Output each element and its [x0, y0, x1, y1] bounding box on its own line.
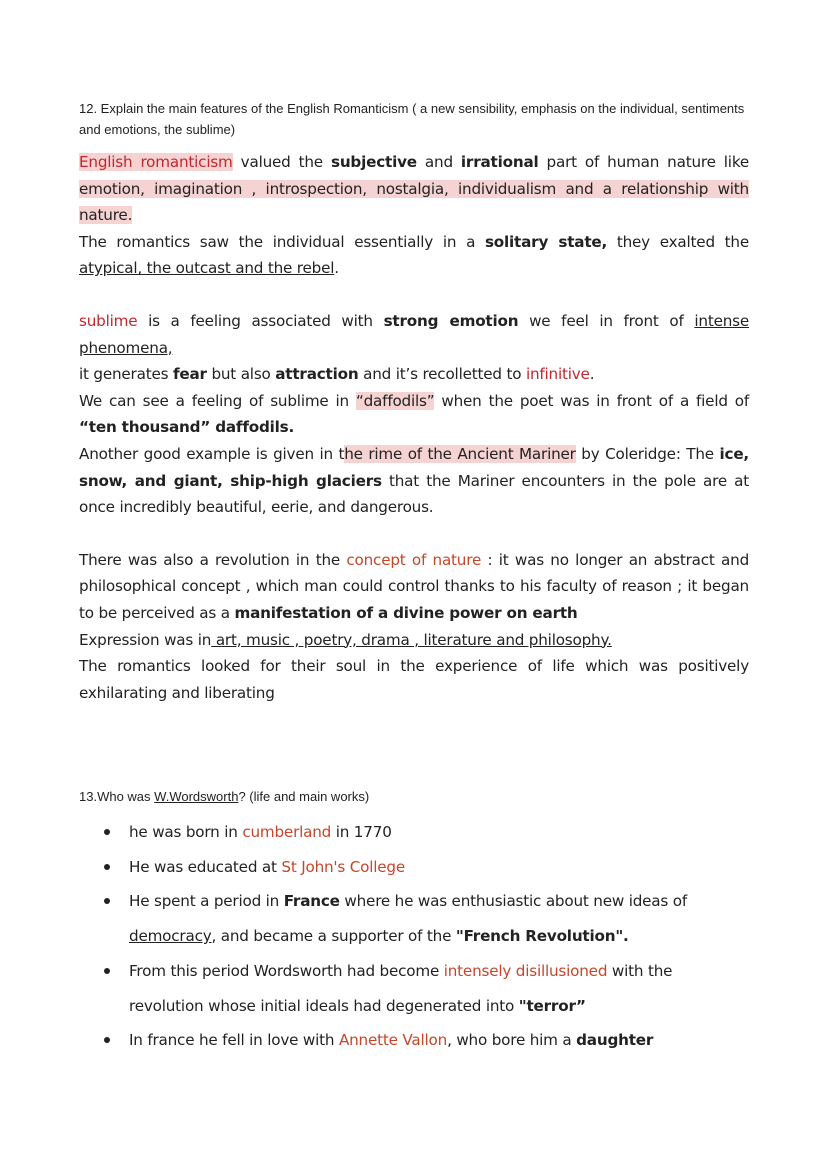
- list-item: [79, 1023, 749, 1058]
- term-ten-thousand: “ten thousand” daffodils.: [79, 418, 295, 437]
- text-span: .: [589, 365, 595, 384]
- highlight-emotion-list: emotion, imagination , introspection, nostalgia, individualism and a relationship with nature.: [79, 179, 749, 225]
- term-french-revolution: "French Revolution".: [455, 927, 629, 946]
- text-span: He spent a period in: [129, 892, 284, 911]
- term-divine-power: manifestation of a divine power on earth: [234, 603, 578, 622]
- paragraph-mariner: [79, 441, 749, 521]
- text-span: by Coleridge: The: [575, 444, 720, 463]
- question-12: 12. Explain the main features of the English Romanticism ( a new sensibility, emphasis on the individual, sentiments and emotions, the sublime): [79, 101, 745, 137]
- term-terror: "terror”: [518, 996, 586, 1015]
- term-subjective: subjective: [330, 153, 417, 171]
- paragraph-nature: [79, 547, 749, 627]
- text-span: but also: [206, 365, 276, 384]
- text-span: , who bore him a: [447, 1031, 577, 1050]
- list-item: [79, 815, 749, 850]
- text-span: when the poet was in front of a field of: [434, 391, 749, 410]
- list-item: [79, 850, 749, 885]
- list-item: [79, 954, 749, 1023]
- paragraph-romanticism: [79, 149, 749, 229]
- text-span: and: [416, 153, 461, 171]
- term-english-romanticism: English romanticism: [79, 153, 233, 171]
- text-span: .: [334, 259, 339, 278]
- text-span: , and became a supporter of the: [211, 927, 456, 946]
- term-daughter: daughter: [576, 1031, 654, 1050]
- term-annette-vallon: Annette Vallon: [338, 1031, 448, 1050]
- text-span: part of human nature like: [538, 153, 750, 171]
- bullet-dot-icon: [104, 864, 110, 870]
- text-span: where he was enthusiastic about new ideas of: [339, 892, 687, 911]
- underlined-arts: art, music , poetry, drama , literature and philosophy.: [211, 630, 612, 649]
- term-france: France: [283, 892, 340, 911]
- text-span: ? (life and main works): [238, 789, 370, 804]
- wordsworth-bullet-list: [79, 815, 749, 1058]
- text-span: they exalted the: [607, 232, 749, 251]
- text-span: We can see a feeling of sublime in: [79, 391, 356, 410]
- text-span: and it’s recolletted to: [358, 365, 526, 384]
- spacer: [79, 521, 749, 547]
- text-span: There was also a revolution in the: [79, 550, 347, 569]
- term-infinitive: infinitive: [525, 365, 590, 384]
- term-solitary-state: solitary state,: [484, 232, 608, 251]
- paragraph-sublime: [79, 308, 749, 361]
- text-span: Another good example is given in t: [79, 444, 345, 463]
- term-cumberland: cumberland: [242, 823, 332, 841]
- text-span: From this period Wordsworth had become: [129, 961, 444, 980]
- text-span: with the revolution whose initial ideals had degenerated into: [129, 961, 673, 1015]
- paragraph-individual: [79, 229, 749, 282]
- term-st-johns-college: St John's College: [281, 857, 406, 876]
- bullet-dot-icon: [104, 898, 110, 904]
- underlined-democracy: democracy: [129, 927, 212, 946]
- paragraph-fear: [79, 361, 749, 388]
- paragraph-soul: [79, 653, 749, 706]
- link-wordsworth: W.Wordsworth: [154, 789, 239, 804]
- text-span: it generates: [79, 365, 173, 384]
- question-13: [79, 786, 759, 807]
- bullet-dot-icon: [104, 968, 110, 974]
- term-glaciers: ice, snow, and giant, ship-high glaciers: [79, 444, 749, 490]
- underlined-atypical: atypical, the outcast and the rebel: [79, 259, 335, 278]
- text-span: He was educated at: [129, 857, 282, 876]
- paragraph-daffodils: [79, 388, 749, 441]
- term-disillusioned: intensely disillusioned: [443, 961, 608, 980]
- term-strong-emotion: strong emotion: [383, 311, 519, 330]
- text-span: is a feeling associated with: [137, 311, 384, 330]
- underlined-intense-phenomena: intense phenomena,: [79, 311, 750, 357]
- list-item: [79, 884, 749, 953]
- term-attraction: attraction: [275, 365, 359, 384]
- text-span: The romantics looked for their soul in the experience of life which was positively exhilarating and liberating: [79, 657, 749, 702]
- text-span: In france he fell in love with: [129, 1031, 339, 1050]
- paragraph-expression: [79, 627, 749, 654]
- term-fear: fear: [172, 365, 207, 384]
- bullet-dot-icon: [104, 829, 110, 835]
- term-concept-of-nature: concept of nature: [346, 550, 482, 569]
- text-span: that the Mariner encounters in the pole are at once incredibly beautiful, eerie, and dangerous.: [79, 471, 749, 517]
- text-span: : it was no longer an abstract and philosophical concept , which man could control thanks to his faculty of reason ; it began to be perceived as a: [79, 550, 750, 622]
- text-span: we feel in front of: [518, 311, 695, 330]
- spacer: [79, 282, 749, 308]
- bullet-dot-icon: [104, 1037, 110, 1043]
- text-span: he was born in: [129, 823, 243, 841]
- text-span: The romantics saw the individual essentially in a: [79, 232, 485, 251]
- highlight-ancient-mariner: he rime of the Ancient Mariner: [344, 444, 576, 463]
- text-span: in 1770: [331, 823, 392, 841]
- text-span: valued the: [232, 153, 331, 171]
- term-sublime: sublime: [79, 311, 138, 330]
- answer-12-block: [79, 149, 749, 706]
- text-span: Expression was in: [79, 630, 212, 649]
- text-span: 13.Who was: [79, 789, 155, 804]
- term-irrational: irrational: [460, 153, 539, 171]
- highlight-daffodils: “daffodils”: [355, 391, 435, 410]
